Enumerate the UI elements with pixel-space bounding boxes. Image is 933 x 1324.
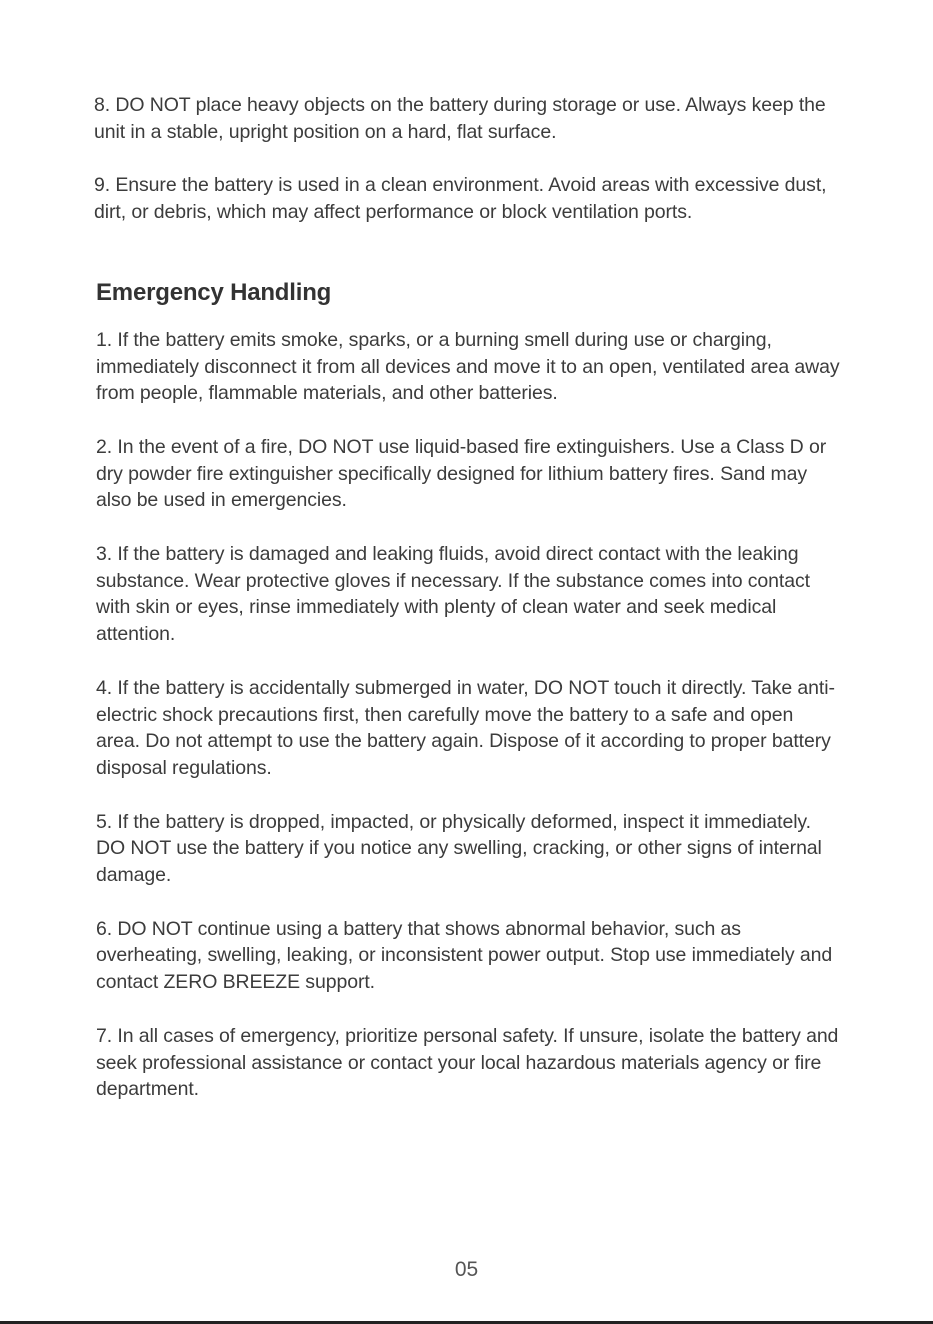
emergency-item-3: 3. If the battery is damaged and leaking fluids, avoid direct contact with the leaking substance. Wear protective gloves if necessary. If the substance comes into contact with skin or eyes, rinse immediately with plenty of clean water and seek medical attention.: [96, 543, 810, 646]
emergency-item-4: 4. If the battery is accidentally submerged in water, DO NOT touch it directly. Take anti-electric shock precautions first, then carefully move the battery to a safe and open area. Do not attempt to use the battery again. Dispose of it according to proper battery disposal regulations.: [96, 676, 835, 779]
emergency-item-2: 2. In the event of a fire, DO NOT use liquid-based fire extinguishers. Use a Class D or dry powder fire extinguisher specifically designed for lithium battery fires. Sand may also be used in emergencies.: [96, 435, 827, 512]
emergency-item-5: 5. If the battery is dropped, impacted, or physically deformed, inspect it immediately. DO NOT use the battery if you notice any swelling, cracking, or other signs of internal damage.: [96, 810, 822, 887]
page-number: 05: [454, 1258, 479, 1281]
section-heading-emergency-handling: Emergency Handling: [96, 278, 332, 306]
safety-item-8: 8. DO NOT place heavy objects on the battery during storage or use. Always keep the unit in a stable, upright position on a hard, flat surface.: [94, 94, 826, 143]
safety-item-9: 9. Ensure the battery is used in a clean environment. Avoid areas with excessive dust, dirt, or debris, which may affect performance or block ventilation ports.: [94, 174, 827, 224]
emergency-item-6: 6. DO NOT continue using a battery that shows abnormal behavior, such as overheating, swelling, leaking, or inconsistent power output. Stop use immediately and contact ZERO BREEZE support.: [96, 917, 833, 994]
page-content: [96, 92, 841, 1130]
emergency-item-1: 1. If the battery emits smoke, sparks, or a burning smell during use or charging, immediately disconnect it from all devices and move it to an open, ventilated area away from people, flammable materials, and other batteries.: [96, 328, 840, 405]
section-spacer: [96, 253, 841, 278]
emergency-item-7: 7. In all cases of emergency, prioritize personal safety. If unsure, isolate the battery and seek professional assistance or contact your local hazardous materials agency or fire department.: [96, 1024, 839, 1101]
